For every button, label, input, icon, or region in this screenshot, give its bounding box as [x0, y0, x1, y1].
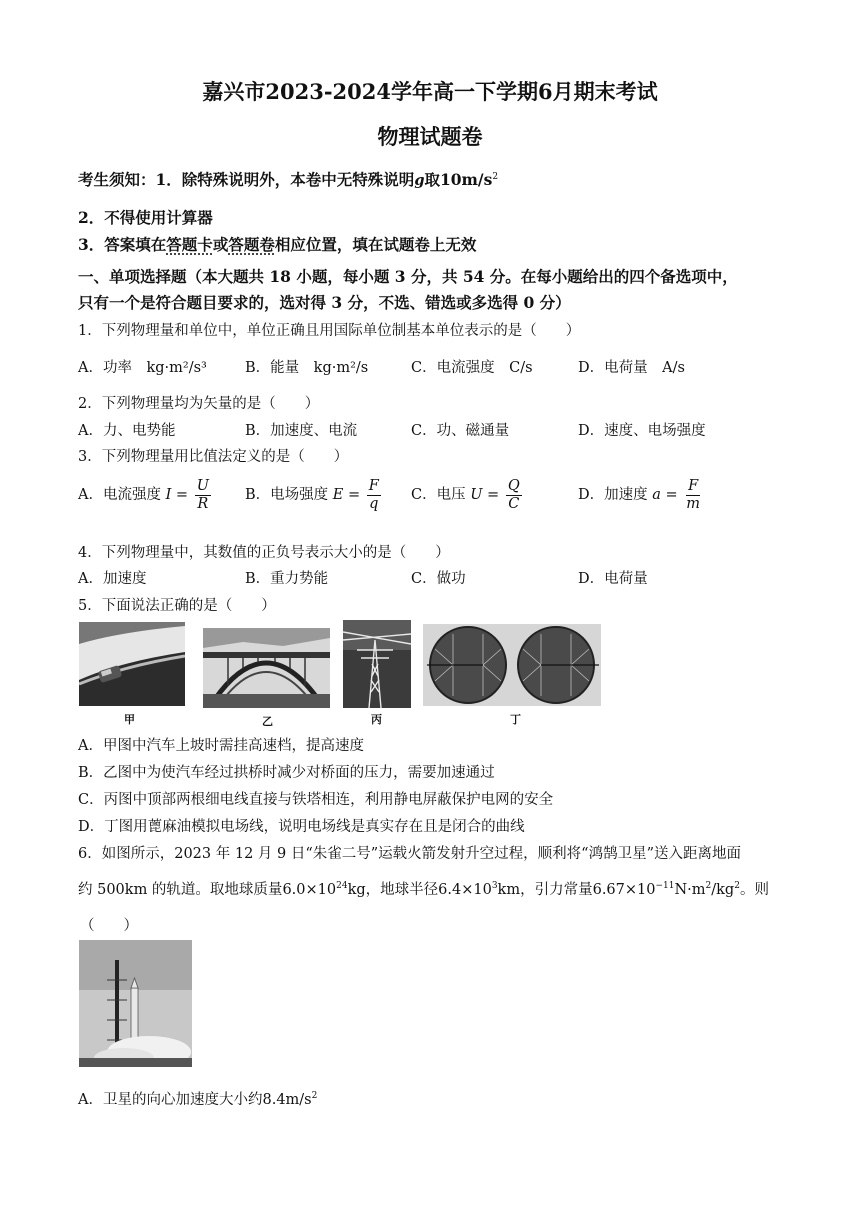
q2-stem: 2．下列物理量均为矢量的是（ ）	[78, 396, 320, 412]
q5-option-c: C．丙图中顶部两根细电线直接与铁塔相连，利用静电屏蔽保护电网的安全	[78, 792, 554, 808]
q3-a-fraction	[195, 478, 211, 512]
q1-option-d: D．电荷量 A/s	[578, 360, 685, 376]
q3-a-label: A．电流强度	[78, 487, 161, 504]
q6-gconst: 6.67×10	[592, 882, 656, 898]
q6-s2-a: 约 500km 的轨道。取地球质量	[78, 882, 283, 898]
q6-a-text: A．卫星的向心加速度大小约	[78, 1092, 263, 1108]
q4-option-c: C．做功	[411, 571, 466, 587]
rocket-launch-picture	[79, 940, 192, 1067]
caption-bing: 丙	[371, 713, 382, 726]
q3-c-label: C．电压	[411, 487, 466, 504]
q2-option-a: A．力、电势能	[78, 423, 176, 439]
q6-s2-b: ，地球半径	[365, 882, 439, 898]
caption-jia: 甲	[124, 713, 135, 726]
q2-option-b: B．加速度、电流	[245, 423, 358, 439]
field-lines-picture	[423, 624, 601, 706]
q5-option-d: D．丁图用蓖麻油模拟电场线，说明电场线是真实存在且是闭合的曲线	[78, 819, 525, 835]
q4-option-b: B．重力势能	[245, 571, 329, 587]
q3-d-fraction	[684, 478, 702, 512]
q3-b-num: F	[368, 478, 379, 494]
notice-item1-value: 取10m/s	[424, 170, 493, 189]
q6-gconst-exp3: 2	[734, 881, 740, 892]
q6-stem-line3: （ ）	[80, 918, 138, 934]
section1-line2: 只有一个是符合题目要求的，选对得 3 分，不选、错选或多选得 0 分）	[78, 293, 571, 312]
q6-radius: 6.4×10	[438, 882, 492, 898]
notice-item3-b: 或	[212, 235, 229, 254]
q6-mass: 6.0×10	[282, 882, 337, 898]
notice-item3-a: 3．答案填在	[78, 235, 167, 254]
q6-radius-exp: 3	[491, 881, 498, 892]
notice-item-2: 2．不得使用计算器	[78, 208, 213, 227]
q3-a-lhs: I =	[165, 487, 189, 504]
q3-b-fraction	[367, 478, 381, 512]
q3-b-lhs: E =	[332, 487, 361, 504]
q2-option-d: D．速度、电场强度	[578, 423, 706, 439]
q6-a-value: 8.4m/s	[262, 1092, 312, 1108]
q5-option-b: B．乙图中为使汽车经过拱桥时减少对桥面的压力，需要加速通过	[78, 765, 495, 781]
notice-item3-dotted1: 答题卡	[166, 235, 213, 254]
section1-line1: 一、单项选择题（本大题共 18 小题，每小题 3 分，共 54 分。在每小题给出的四个备选项中，	[78, 267, 738, 286]
page-subtitle: 物理试题卷	[377, 124, 483, 149]
notice-item3-dotted2: 答题卷	[228, 235, 275, 254]
figure-jia-car-on-slope	[79, 622, 185, 706]
q6-mass-exp: 24	[336, 881, 348, 892]
q3-a-den: R	[197, 495, 209, 512]
q3-d-label: D．加速度	[578, 487, 648, 504]
notice-item-1	[78, 168, 498, 190]
q6-gconst-exp2: 2	[705, 881, 712, 892]
arch-bridge-picture	[203, 628, 330, 708]
page-title: 嘉兴市2023-2024学年高一下学期6月期末考试	[202, 79, 658, 104]
q4-option-d: D．电荷量	[578, 571, 648, 587]
notice-lead: 考生须知：	[78, 170, 156, 189]
q3-a-num: U	[196, 478, 209, 494]
q1-stem: 1．下列物理量和单位中，单位正确且用国际单位制基本单位表示的是（ ）	[78, 323, 581, 339]
q3-d-lhs: a =	[652, 487, 678, 504]
figure-yi-arch-bridge	[203, 628, 330, 708]
q6-mass-unit: kg	[347, 882, 366, 898]
q1-option-a: A．功率 kg·m²/s³	[78, 360, 207, 376]
q6-radius-unit: km	[497, 882, 521, 898]
q3-c-num: Q	[507, 478, 520, 494]
q5-stem: 5．下面说法正确的是（ ）	[78, 598, 276, 614]
notice-item-3	[78, 233, 476, 255]
q1-option-b: B．能量 kg·m²/s	[245, 360, 369, 376]
q3-d-num: F	[688, 478, 699, 494]
q6-stem-line1: 6．如图所示，2023 年 12 月 9 日“朱雀二号”运载火箭发射升空过程，顺利将“鸿鹄卫星”送入距离地面	[78, 846, 741, 862]
figure-bing-power-tower	[343, 620, 411, 708]
q6-s2-d: 。则	[739, 882, 769, 898]
figure-rocket-launch	[79, 940, 192, 1067]
caption-yi: 乙	[262, 715, 273, 728]
q5-option-a: A．甲图中汽车上坡时需挂高速档，提高速度	[78, 738, 364, 754]
q3-b-den: q	[369, 495, 379, 512]
q3-option-a	[78, 478, 213, 512]
q6-gconst-unit2: /kg	[711, 882, 735, 898]
q3-b-label: B．电场强度	[245, 487, 329, 504]
q3-c-den: C	[508, 495, 520, 512]
q2-option-c: C．功、磁通量	[411, 423, 510, 439]
notice-item1-g: g	[414, 172, 425, 189]
q6-a-sup: 2	[311, 1091, 318, 1102]
q4-stem: 4．下列物理量中，其数值的正负号表示大小的是（ ）	[78, 545, 450, 561]
q3-c-lhs: U =	[470, 487, 500, 504]
power-tower-picture	[343, 620, 411, 708]
q6-gconst-exp: −11	[655, 881, 675, 892]
q1-option-c: C．电流强度 C/s	[411, 360, 533, 376]
q6-s2-c: ，引力常量	[520, 882, 593, 898]
caption-ding: 丁	[510, 713, 521, 726]
q3-option-b	[245, 478, 383, 512]
car-slope-picture	[79, 622, 185, 706]
notice-item3-c: 相应位置，填在试题卷上无效	[274, 235, 477, 254]
q6-option-a	[78, 1088, 317, 1109]
q3-option-d	[578, 478, 704, 512]
q6-gconst-unit: N·m	[674, 882, 706, 898]
q6-stem-line2	[78, 878, 769, 899]
q3-d-den: m	[686, 495, 701, 512]
q3-c-fraction	[506, 478, 522, 512]
notice-item1-text: 1．除特殊说明外，本卷中无特殊说明	[155, 170, 415, 189]
q3-option-c	[411, 478, 524, 512]
q4-option-a: A．加速度	[78, 571, 147, 587]
figure-ding-castor-oil-field-lines	[423, 624, 601, 706]
notice-item1-sup: 2	[492, 172, 499, 183]
q3-stem: 3．下列物理量用比值法定义的是（ ）	[78, 449, 349, 465]
